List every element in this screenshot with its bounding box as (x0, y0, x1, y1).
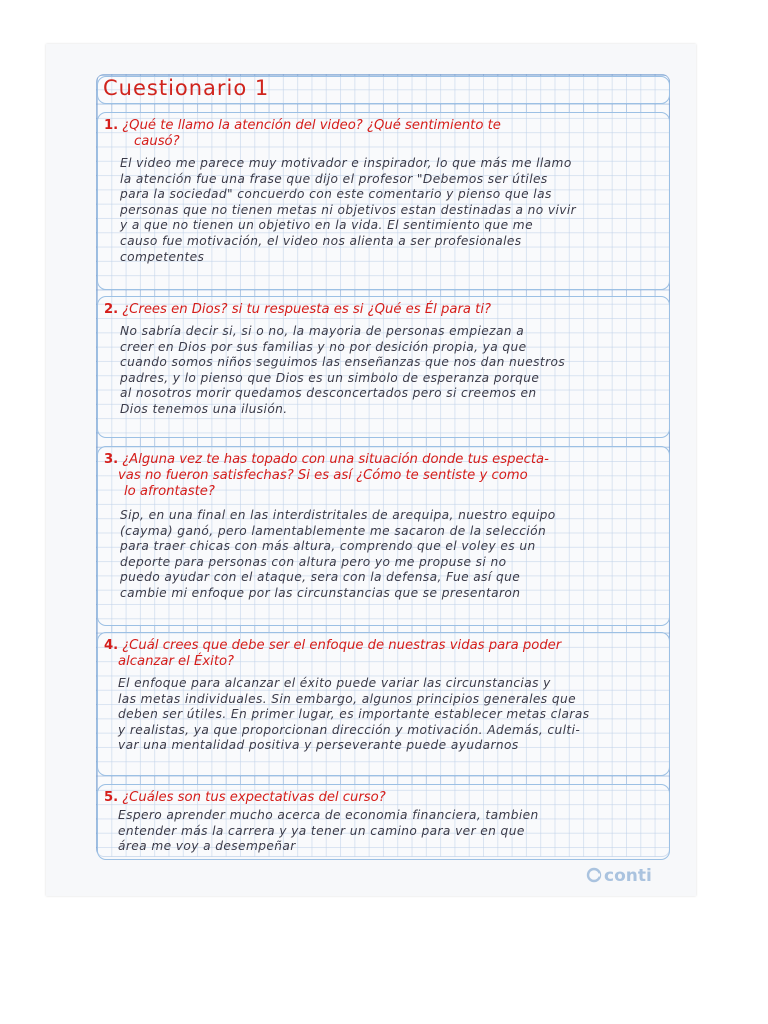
question-4 (104, 638, 664, 670)
question-number: 4. (104, 638, 119, 653)
question-3 (104, 452, 664, 500)
answer-line: cuando somos niños seguimos las enseñanzas que nos dan nuestros (120, 355, 566, 370)
question-line: alcanzar el Éxito? (118, 654, 235, 669)
answer-line: cambie mi enfoque por las circunstancias que se presentaron (120, 585, 521, 600)
question-line: ¿Qué te llamo la atención del video? ¿Qué sentimiento te (122, 118, 501, 133)
page-title: Cuestionario 1 (103, 76, 270, 100)
answer-line: Dios tenemos una ilusión. (120, 401, 288, 416)
question-number: 3. (104, 452, 119, 467)
brand-logo-icon (586, 867, 602, 883)
answer-1 (120, 156, 668, 265)
answer-line: área me voy a desempeñar (118, 839, 296, 854)
answer-line: deporte para personas con altura pero yo me propuse si no (120, 554, 507, 569)
answer-line: entender más la carrera y ya tener un camino para ver en que (118, 823, 525, 838)
answer-4 (118, 676, 668, 754)
question-line: lo afrontaste? (124, 484, 215, 499)
question-line: vas no fueron satisfechas? Si es así ¿Cómo te sentiste y como (118, 468, 528, 483)
question-line: ¿Cuáles son tus expectativas del curso? (122, 790, 386, 805)
answer-line: Espero aprender mucho acerca de economia financiera, tambien (118, 808, 539, 822)
question-1 (104, 118, 664, 150)
answer-3 (120, 508, 668, 602)
answer-line: las metas individuales. Sin embargo, algunos principios generales que (118, 691, 576, 706)
question-line: causó? (134, 134, 180, 149)
answer-line: creer en Dios por sus familias y no por desición propia, ya que (120, 339, 527, 354)
question-line: ¿Crees en Dios? si tu respuesta es si ¿Qué es Él para ti? (122, 302, 492, 317)
question-line: ¿Alguna vez te has topado con una situación donde tus especta- (122, 452, 549, 467)
answer-line: puedo ayudar con el ataque, sera con la defensa, Fue así que (120, 570, 521, 585)
question-2 (104, 302, 664, 318)
answer-line: y realistas, ya que proporcionan dirección y motivación. Además, culti- (118, 722, 581, 737)
answer-2 (120, 324, 668, 418)
question-line: ¿Cuál crees que debe ser el enfoque de nuestras vidas para poder (122, 638, 562, 653)
answer-line: var una mentalidad positiva y perseverante puede ayudarnos (118, 738, 519, 753)
answer-line: El enfoque para alcanzar el éxito puede variar las circunstancias y (118, 676, 551, 690)
answer-line: (cayma) ganó, pero lamentablemente me sacaron de la selección (120, 523, 547, 538)
answer-line: causo fue motivación, el video nos alienta a ser profesionales (120, 233, 522, 248)
answer-line: Sip, en una final en las interdistritales de arequipa, nuestro equipo (120, 508, 556, 522)
answer-line: para traer chicas con más altura, comprendo que el voley es un (120, 539, 536, 554)
answer-line: al nosotros morir quedamos desconcertados pero si creemos en (120, 386, 537, 401)
answer-line: para la sociedad" concuerdo con este comentario y pienso que las (120, 187, 552, 202)
answer-line: padres, y lo pienso que Dios es un simbolo de esperanza porque (120, 370, 540, 385)
answer-line: y a que no tienen un objetivo en la vida. El sentimiento que me (120, 218, 533, 233)
question-5 (104, 790, 664, 806)
answer-line: El video me parece muy motivador e inspirador, lo que más me llamo (120, 156, 572, 170)
answer-line: la atención fue una frase que dijo el profesor "Debemos ser útiles (120, 171, 548, 186)
answer-line: personas que no tienen metas ni objetivos estan destinadas a no vivir (120, 202, 577, 217)
brand-logo: conti (604, 866, 652, 886)
answer-line: competentes (120, 249, 205, 264)
answer-5 (118, 808, 668, 855)
question-number: 2. (104, 302, 119, 317)
question-number: 1. (104, 118, 119, 133)
answer-line: No sabría decir si, si o no, la mayoria de personas empiezan a (120, 324, 525, 338)
question-number: 5. (104, 790, 119, 805)
answer-line: deben ser útiles. En primer lugar, es importante establecer metas claras (118, 707, 590, 722)
